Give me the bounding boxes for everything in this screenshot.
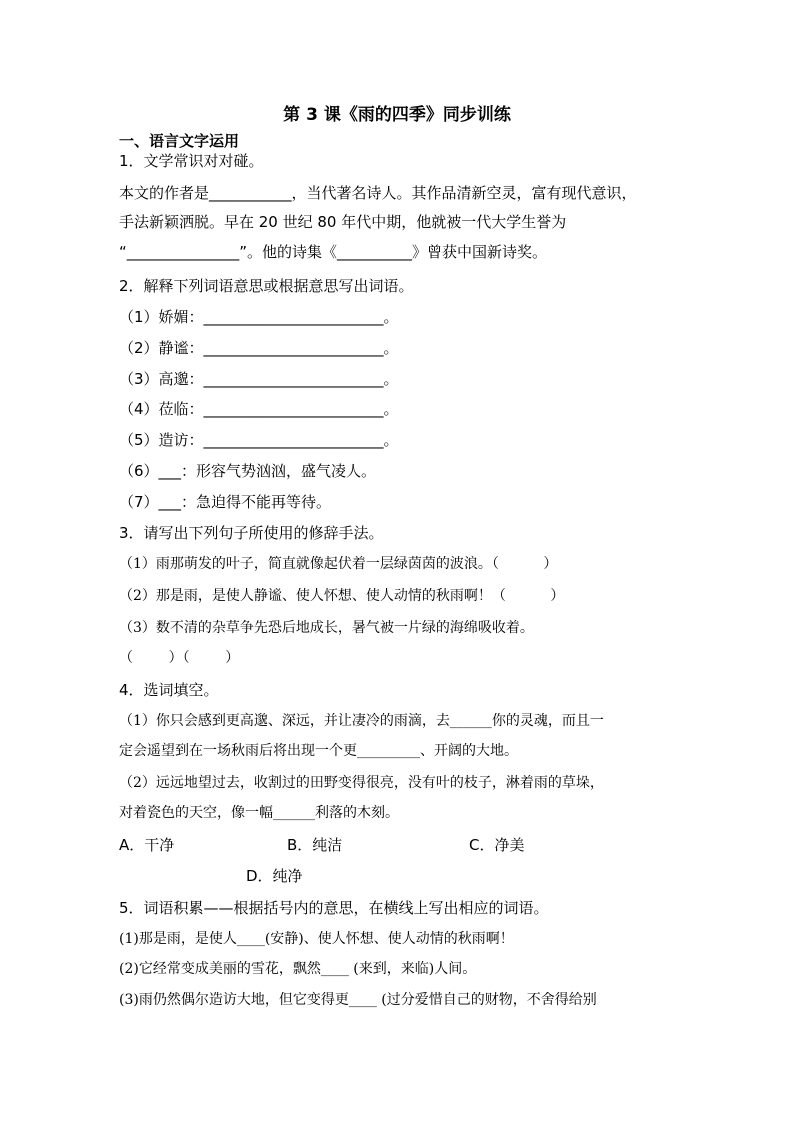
question-5-item: (2)它经常变成美丽的雪花，飘然____ (来到，来临)人间。 — [119, 961, 477, 977]
question-3-answer-blanks: （ ）（ ） — [119, 650, 240, 666]
question-1-line-1: 本文的作者是___________，当代著名诗人。其作品清新空灵，富有现代意识， — [119, 184, 637, 202]
question-2-item: （4）莅临：________________________。 — [119, 400, 399, 418]
question-3-item: （3）数不清的杂草争先恐后地成长，暑气被一片绿的海绵吸收着。 — [119, 620, 534, 636]
question-2-item: （7）___：急迫得不能再等待。 — [119, 493, 332, 511]
question-4-line: （2）远远地望过去，收割过的田野变得很亮，没有叶的枝子，淋着雨的草垛， — [119, 775, 604, 791]
question-4-line: 定会遥望到在一场秋雨后将出现一个更_________、开阔的大地。 — [119, 743, 518, 759]
option-d: D．纯净 — [246, 867, 303, 885]
page-title: 第 3 课《雨的四季》同步训练 — [283, 105, 511, 125]
question-1-line-2: 手法新颖洒脱。早在 20 世纪 80 年代中期，他就被一代大学生誉为 — [119, 213, 567, 231]
question-3-heading: 3．请写出下列句子所使用的修辞手法。 — [119, 524, 384, 542]
question-5-heading: 5．词语积累——根据括号内的意思，在横线上写出相应的词语。 — [119, 899, 549, 917]
question-2-item: （2）静谧：________________________。 — [119, 339, 399, 357]
question-5-item: (3)雨仍然偶尔造访大地，但它变得更____ (过分爱惜自己的财物，不舍得给别 — [119, 992, 597, 1008]
question-2-item: （6）___：形容气势汹汹，盛气凌人。 — [119, 462, 377, 480]
question-2-item: （5）造访：________________________。 — [119, 431, 399, 449]
question-4-line: （1）你只会感到更高邈、深远，并让凄冷的雨滴，去______你的灵魂，而且一 — [119, 713, 604, 729]
question-3-item: （2）那是雨，是使人静谧、使人怀想、使人动情的秋雨啊！（ ） — [119, 588, 565, 604]
question-1-line-3: “_______________”。他的诗集《__________》曾获中国新诗奖。 — [119, 243, 548, 261]
question-5-item: (1)那是雨，是使人____(安静)、使人怀想、使人动情的秋雨啊！ — [119, 931, 514, 947]
option-b: B．纯洁 — [287, 836, 343, 854]
question-2-item: （3）高邈：________________________。 — [119, 370, 399, 388]
section-heading: 一、语言文字运用 — [119, 132, 240, 150]
option-c: C．净美 — [469, 836, 525, 854]
question-2-item: （1）娇媚：________________________。 — [119, 308, 399, 326]
question-2-heading: 2．解释下列词语意思或根据意思写出词语。 — [119, 277, 414, 295]
question-3-item: （1）雨那萌发的叶子，简直就像起伏着一层绿茵茵的波浪。（ ） — [119, 556, 558, 572]
option-a: A．干净 — [119, 836, 175, 854]
question-1-heading: 1．文学常识对对碰。 — [119, 152, 264, 170]
question-4-heading: 4．选词填空。 — [119, 681, 219, 699]
question-4-line: 对着瓷色的天空，像一幅______利落的木刻。 — [119, 805, 399, 821]
